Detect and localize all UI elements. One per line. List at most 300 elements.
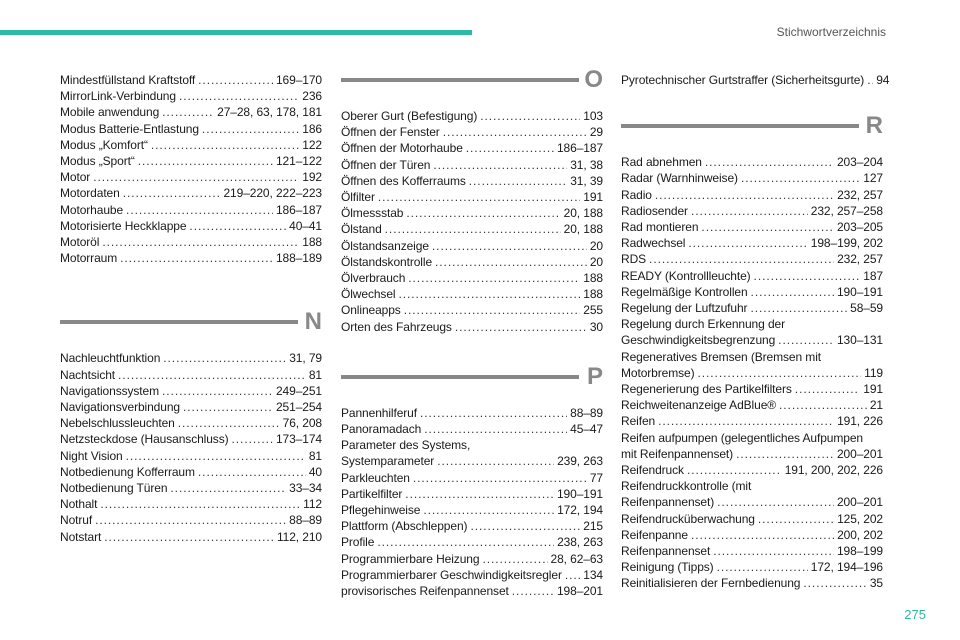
page-header-title: Stichwortverzeichnis [776,25,886,39]
entry-pages: 20, 188 [563,206,603,221]
entry-pages: 198–201 [556,584,603,599]
section-rule [60,320,298,324]
entry-pages: 173–174 [275,432,322,447]
entry-pages: 238, 263 [557,535,603,550]
entry-pages: 20 [589,254,603,269]
index-entry [621,284,883,300]
dot-leader [406,205,560,221]
entries-p [341,405,603,599]
index-entry [60,529,322,545]
section-header-p [341,362,603,397]
entry-term: Regenerierung des Partikelfilters [621,382,792,397]
dot-leader [183,399,273,415]
entry-term: Geschwindigkeitsbegrenzung [621,333,776,348]
entry-term: Öffnen der Motorhaube [341,141,463,156]
index-entry [60,185,322,201]
index-entry [341,157,603,173]
dot-leader [420,405,567,421]
dot-leader [455,319,587,335]
entry-pages: 122 [302,137,322,152]
index-entry [60,250,322,266]
dot-leader [102,234,299,250]
index-entry [341,270,603,286]
dot-leader [398,286,580,302]
entry-term: Radar (Warnhinweise) [621,171,738,186]
page-number: 275 [904,607,926,622]
entry-term: Öffnen der Türen [341,157,431,172]
index-entry [60,350,322,366]
index-entry [341,518,603,534]
dot-leader [795,381,860,397]
dot-leader [93,169,299,185]
index-entry [60,480,322,496]
entry-pages: 20 [589,238,603,253]
entry-pages: 255 [583,303,603,318]
entry-pages: 172, 194 [557,503,603,518]
dot-leader [713,543,834,559]
entry-pages: 27–28, 63, 178, 181 [217,105,322,120]
dot-leader [162,383,273,399]
entry-term: Partikelfilter [341,486,403,501]
dot-leader [751,284,834,300]
section-letter-r: R [865,112,883,140]
index-entry [621,511,883,527]
index-entry [621,381,883,397]
dot-leader [470,518,580,534]
dot-leader [778,332,834,348]
index-entry [60,104,322,120]
entry-pages: 134 [583,567,603,582]
dot-leader [118,367,306,383]
index-entry [621,268,883,284]
index-entry [341,140,603,156]
entry-term: RDS [621,252,647,267]
entry-term: READY (Kontrollleuchte) [621,268,751,283]
entry-term: Parameter des Systems, [341,438,471,453]
entry-term: Systemparameter [341,454,435,469]
entry-pages: 31, 38 [570,157,603,172]
entry-term: Nachleuchtfunktion [60,351,161,366]
dot-leader [691,527,834,543]
dot-leader [779,397,867,413]
entry-term: Mobile anwendung [60,105,160,120]
dot-leader [189,218,286,234]
entry-pages: 88–89 [570,405,603,420]
dot-leader [741,170,860,186]
dot-leader [717,559,808,575]
dot-leader [385,221,561,237]
entry-term: Modus „Sport“ [60,154,135,169]
entry-pages: 77 [589,470,603,485]
entry-pages: 94 [876,73,890,87]
section-rule [621,124,859,128]
index-entry [341,238,603,254]
entry-pages: 187 [863,268,883,283]
dot-leader [466,140,554,156]
entry-term: Ölverbrauch [341,271,406,286]
entry-term: Pannenhilferuf [341,405,417,420]
entry-term: Regelmäßige Kontrollen [621,284,748,299]
index-entry [621,300,883,316]
entry-term: Regeneratives Bremsen (Bremsen mit [621,349,822,364]
entry-term: Ölstandskontrolle [341,254,433,269]
entry-term: Motorhaube [60,202,124,217]
dot-leader [170,480,286,496]
dot-leader [658,413,834,429]
section-rule [341,78,579,82]
index-entry [621,543,883,559]
entry-pages: 236 [302,89,322,104]
entry-term: Rad montieren [621,220,699,235]
index-entry [60,72,322,88]
index-column-3 [621,72,890,592]
entry-pages: 191, 200, 202, 226 [784,463,883,478]
entry-pages: 200–201 [836,495,883,510]
entry-pages: 190–191 [556,486,603,501]
index-entry [341,286,603,302]
index-entry [341,551,603,567]
entry-term: Radwechsel [621,236,686,251]
dot-leader [95,512,286,528]
index-entry [341,437,603,453]
index-entry [341,254,603,270]
entry-term: Ölmessstab [341,206,404,221]
entry-pages: 203–205 [836,220,883,235]
entry-term: mit Reifenpannenset) [621,446,734,461]
entry-term: Öffnen des Kofferraums [341,173,466,188]
index-entry [621,154,883,170]
entry-pages: 186–187 [275,202,322,217]
dot-leader [179,88,299,104]
entry-term: Ölwechsel [341,287,396,302]
index-entry [621,170,883,186]
index-entry [60,415,322,431]
entry-term: Reifen [621,414,656,429]
dot-leader [867,72,873,88]
entries-p-continued [621,72,890,88]
entry-pages: 232, 257 [837,252,883,267]
dot-leader [705,154,834,170]
entry-pages: 191 [583,190,603,205]
entry-term: Nothalt [60,497,98,512]
entry-term: Notbedienung Türen [60,481,168,496]
entry-term: Motorraum [60,251,118,266]
entry-term: Ölstandsanzeige [341,238,429,253]
index-entry [621,251,883,267]
entry-term: Navigationssystem [60,383,160,398]
entry-pages: 191, 226 [837,414,883,429]
entry-term: Parkleuchten [341,470,410,485]
entry-pages: 203–204 [836,155,883,170]
entry-term: Nebelschlussleuchten [60,416,175,431]
index-entry [621,349,883,365]
dot-leader [803,575,866,591]
index-entry [60,448,322,464]
index-entry [621,316,883,332]
dot-leader [691,203,808,219]
entry-pages: 188 [583,287,603,302]
entry-term: Navigationsverbindung [60,400,180,415]
entry-term: Reifenpanne [621,527,688,542]
index-entry [60,431,322,447]
dot-leader [758,511,834,527]
entry-term: Notbedienung Kofferraum [60,464,195,479]
entry-pages: 172, 194–196 [810,560,883,575]
index-entry [621,203,883,219]
entry-term: Motordaten [60,186,120,201]
entry-pages: 81 [308,367,322,382]
dot-leader [413,470,587,486]
index-entry [341,567,603,583]
index-entry [341,173,603,189]
entry-pages: 192 [302,170,322,185]
index-entry [621,575,883,591]
index-entry [621,219,883,235]
index-entry [60,512,322,528]
section-header-n [60,308,322,342]
entry-term: Profile [341,535,375,550]
entry-term: Reinitialisieren der Fernbedienung [621,576,801,591]
dot-leader [754,268,861,284]
index-entry [341,319,603,335]
entry-term: Panoramadach [341,422,422,437]
entry-term: Radiosender [621,203,688,218]
entry-term: Pyrotechnischer Gurtstraffer (Sicherheitsgurte) [621,73,865,87]
index-entry [341,221,603,237]
dot-leader [688,235,807,251]
index-entry [621,494,883,510]
dot-leader [405,486,554,502]
dot-leader [162,104,214,120]
entry-pages: 127 [863,171,883,186]
entry-term: Öffnen der Fenster [341,125,440,140]
entry-pages: 200, 202 [837,527,883,542]
dot-leader [565,567,580,583]
entry-term: Reifenpannenset) [621,495,715,510]
entry-term: Oberer Gurt (Befestigung) [341,109,478,123]
entry-term: Regelung durch Erkennung der [621,317,785,332]
index-entry [621,527,883,543]
entry-term: Modus Batterie-Entlastung [60,121,199,136]
dot-leader [480,108,580,124]
section-letter-n: N [304,308,322,336]
entry-pages: 130–131 [836,333,883,348]
entry-term: Motoröl [60,235,100,250]
entry-term: Reifen aufpumpen (gelegentliches Aufpumpen [621,430,863,445]
entry-pages: 35 [869,576,883,591]
entry-pages: 200–201 [836,446,883,461]
entry-term: Reichweitenanzeige AdBlue® [621,398,777,413]
entry-term: Reinigung (Tipps) [621,560,714,575]
entry-term: Reifendruckkontrolle (mit [621,479,752,494]
entry-pages: 219–220, 222–223 [223,186,322,201]
entry-pages: 188 [302,235,322,250]
dot-leader [378,189,580,205]
index-entry [60,234,322,250]
index-entry [621,462,883,478]
entry-term: Programmierbare Heizung [341,551,480,566]
entry-term: Motorbremse) [621,365,695,380]
entry-term: Ölstand [341,222,382,237]
section-letter-p: P [586,362,603,390]
entry-term: Onlineapps [341,303,401,318]
entry-term: provisorisches Reifenpannenset [341,584,509,599]
entry-term: MirrorLink-Verbindung [60,89,176,104]
index-entry [621,430,883,446]
dot-leader [469,173,567,189]
index-entry [621,332,883,348]
dot-leader [232,431,273,447]
index-entry [341,205,603,221]
index-column-1 [60,72,322,545]
entry-term: Reifendruck [621,463,684,478]
entry-pages: 112 [303,497,322,512]
index-entry [621,397,883,413]
entry-pages: 188–189 [275,251,322,266]
entry-term: Plattform (Abschleppen) [341,519,468,534]
entry-term: Pflegehinweise [341,503,421,518]
dot-leader [120,250,273,266]
entry-pages: 76, 208 [282,416,322,431]
dot-leader [126,448,306,464]
dot-leader [437,453,554,469]
entry-term: Programmierbarer Geschwindigkeitsregler [341,567,562,582]
entry-pages: 45–47 [570,422,603,437]
entry-pages: 40 [308,464,322,479]
entry-term: Motorisierte Heckklappe [60,218,187,233]
dot-leader [104,529,274,545]
entry-pages: 190–191 [836,284,883,299]
dot-leader [433,157,567,173]
dot-leader [163,350,286,366]
dot-leader [404,302,581,318]
index-entry [621,365,883,381]
index-entry [341,486,603,502]
index-entry [621,559,883,575]
index-entry [341,470,603,486]
dot-leader [198,72,273,88]
dot-leader [649,251,834,267]
entry-pages: 169–170 [275,73,322,87]
entry-pages: 191 [863,382,883,397]
index-entry [60,153,322,169]
entry-pages: 21 [869,398,883,413]
dot-leader [736,446,834,462]
dot-leader [202,121,299,137]
index-entry [60,121,322,137]
entry-pages: 28, 62–63 [550,551,603,566]
entry-pages: 239, 263 [557,454,603,469]
section-letter-o: O [584,66,603,93]
index-entry [60,88,322,104]
entry-term: Radio [621,187,652,202]
dot-leader [443,124,587,140]
entry-term: Ölfilter [341,190,375,205]
entry-pages: 112, 210 [276,529,322,544]
index-entry [341,502,603,518]
index-entry [341,189,603,205]
index-entry [341,583,603,599]
entry-pages: 103 [583,109,603,123]
dot-leader [432,238,587,254]
entry-pages: 198–199, 202 [810,236,883,251]
entry-term: Mindestfüllstand Kraftstoff [60,73,196,87]
entry-term: Nachtsicht [60,367,116,382]
dot-leader [750,300,847,316]
index-entry [621,413,883,429]
entry-pages: 88–89 [289,513,322,528]
dot-leader [424,421,567,437]
entry-pages: 58–59 [850,301,883,316]
entry-pages: 33–34 [289,481,322,496]
entry-term: Night Vision [60,448,123,463]
index-entry [60,367,322,383]
entry-term: Notstart [60,529,102,544]
entry-term: Rad abnehmen [621,155,702,170]
entry-pages: 125, 202 [837,511,883,526]
entry-pages: 40–41 [289,218,322,233]
section-header-o [341,66,603,100]
index-entry [60,496,322,512]
index-entry [341,124,603,140]
index-entry [341,421,603,437]
entry-pages: 188 [583,271,603,286]
dot-leader [151,137,299,153]
dot-leader [701,219,834,235]
index-entry [621,72,890,88]
index-entry [60,202,322,218]
dot-leader [198,464,306,480]
entry-pages: 29 [589,125,603,140]
entry-term: Regelung der Luftzufuhr [621,301,748,316]
index-entry [621,446,883,462]
entry-pages: 121–122 [275,154,322,169]
index-entry [341,108,603,124]
index-entry [341,453,603,469]
entry-pages: 20, 188 [563,222,603,237]
dot-leader [178,415,280,431]
entry-pages: 249–251 [275,383,322,398]
entry-pages: 186–187 [556,141,603,156]
dot-leader [482,551,547,567]
index-entry [60,399,322,415]
dot-leader [697,365,861,381]
index-entry [60,218,322,234]
index-entry [621,187,883,203]
entry-pages: 198–199 [836,544,883,559]
entry-term: Notruf [60,513,93,528]
entry-pages: 30 [589,319,603,334]
entry-term: Reifendrucküberwachung [621,511,755,526]
entry-pages: 31, 39 [570,173,603,188]
dot-leader [423,502,554,518]
index-entry [341,302,603,318]
section-rule [341,375,579,379]
entry-pages: 31, 79 [289,351,322,366]
index-column-2 [341,66,603,599]
entry-pages: 232, 257 [837,187,883,202]
entry-pages: 119 [864,365,883,380]
index-entry [621,235,883,251]
dot-leader [126,202,273,218]
entries-r [621,154,883,591]
entry-term: Netzsteckdose (Hausanschluss) [60,432,229,447]
dot-leader [512,583,554,599]
dot-leader [377,534,554,550]
index-entry [341,405,603,421]
index-entry [341,534,603,550]
dot-leader [138,153,273,169]
